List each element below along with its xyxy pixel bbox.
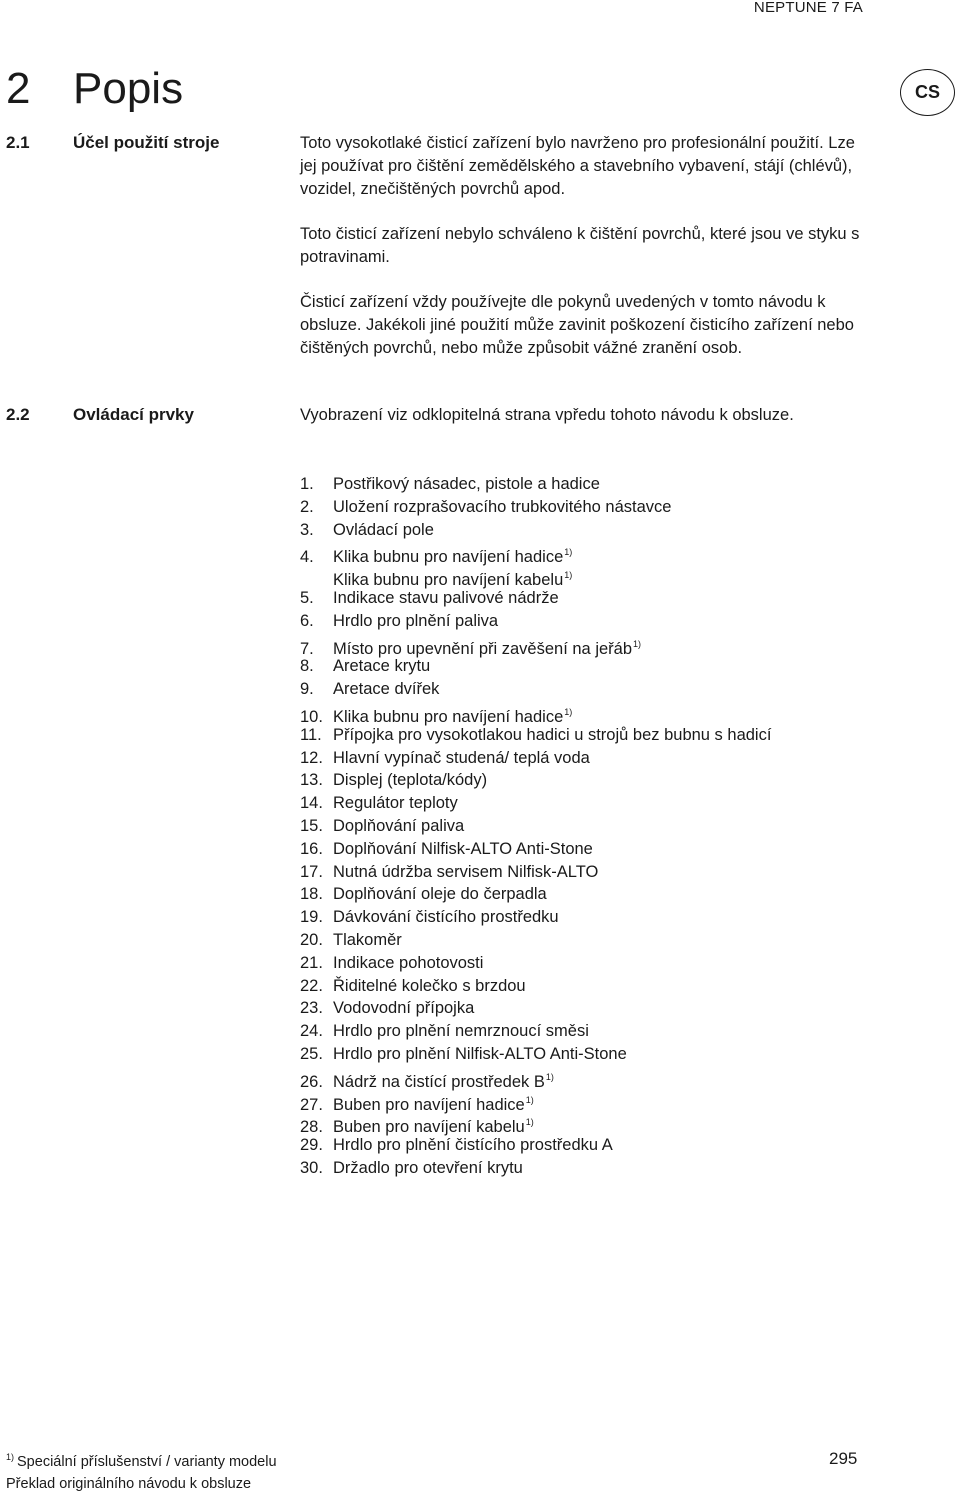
list-item-label: Buben pro navíjení hadice <box>333 1095 525 1114</box>
list-item-number: 5. <box>300 588 314 607</box>
footnote-text: Speciální příslušenství / varianty modelu <box>17 1454 277 1470</box>
list-item-number: 3. <box>300 520 314 539</box>
list-item-label: Nutná údržba servisem Nilfisk-ALTO <box>333 862 599 881</box>
list-item <box>300 929 771 952</box>
list-item <box>300 815 771 838</box>
list-item <box>300 975 771 998</box>
list-item-number: 16. <box>300 839 323 858</box>
list-item-label: Indikace pohotovosti <box>333 953 484 972</box>
list-item <box>300 1111 771 1137</box>
list-item <box>300 838 771 861</box>
chapter-title: Popis <box>73 64 184 113</box>
list-item <box>300 473 771 496</box>
list-item <box>300 1157 771 1180</box>
list-item <box>300 701 771 724</box>
list-item-number: 23. <box>300 999 323 1018</box>
list-item-label: Displej (teplota/kódy) <box>333 771 488 790</box>
list-item-label: Nádrž na čistící prostředek B <box>333 1072 545 1091</box>
list-item <box>300 997 771 1020</box>
list-item-number: 13. <box>300 771 323 790</box>
list-item-number: 27. <box>300 1095 323 1114</box>
list-item-number: 25. <box>300 1044 323 1063</box>
list-item-label: Klika bubnu pro navíjení hadice <box>333 707 564 726</box>
paragraph: Čisticí zařízení vždy používejte dle pokynů uvedených v tomto návodu k obsluze. Jakékoli jiné použití může zavinit poškození čisticího zařízení nebo čištěných povrchů, nebo může způsobit vážné zranění osob. <box>300 293 854 357</box>
list-item <box>300 633 771 656</box>
list-item <box>300 564 771 590</box>
list-item <box>300 724 771 747</box>
list-item-number: 29. <box>300 1136 323 1155</box>
section-title: Ovládací prvky <box>73 405 194 424</box>
list-item <box>300 792 771 815</box>
section-title: Účel použití stroje <box>73 133 220 152</box>
list-item-number: 2. <box>300 497 314 516</box>
section-number: 2.2 <box>6 405 30 424</box>
list-item-label: Ovládací pole <box>333 520 434 539</box>
list-item-number: 11. <box>300 725 322 744</box>
list-item <box>300 1043 771 1066</box>
paragraph: Toto čisticí zařízení nebylo schváleno k čištění povrchů, které jsou ve styku s potravinami. <box>300 225 860 266</box>
list-item-label: Hrdlo pro plnění Nilfisk-ALTO Anti-Stone <box>333 1044 627 1063</box>
list-item-number: 28. <box>300 1118 323 1137</box>
footnote-reference: 1) <box>564 706 573 717</box>
language-badge <box>900 69 955 116</box>
list-item-label: Doplňování Nilfisk-ALTO Anti-Stone <box>333 839 593 858</box>
list-item-label: Hrdlo pro plnění čistícího prostředku A <box>333 1136 613 1155</box>
list-item-number: 15. <box>300 816 323 835</box>
list-item-label: Doplňování paliva <box>333 816 465 835</box>
list-item-label: Indikace stavu palivové nádrže <box>333 588 559 607</box>
chapter-number: 2 <box>6 64 31 113</box>
list-item-number: 21. <box>300 953 323 972</box>
list-item-number: 20. <box>300 930 323 949</box>
list-item-label: Aretace krytu <box>333 657 431 676</box>
list-item-label: Postřikový násadec, pistole a hadice <box>333 475 600 493</box>
list-item <box>300 655 771 678</box>
list-item-label: Tlakoměr <box>333 930 402 949</box>
footnote-reference: 1) <box>525 1117 534 1128</box>
list-item <box>300 587 771 610</box>
list-item-number: 30. <box>300 1158 323 1177</box>
footnote-reference: 1) <box>633 638 642 649</box>
paragraph: Toto vysokotlaké čisticí zařízení bylo navrženo pro profesionální použití. Lze jej používat pro čištění zemědělského a stavebního vybavení, stájí (chlévů), vozidel, znečištěných povrchů apod. <box>300 134 855 198</box>
list-item-number: 10. <box>300 707 323 726</box>
list-item-number: 22. <box>300 976 323 995</box>
list-item-label: Regulátor teploty <box>333 794 458 813</box>
controls-list <box>300 473 771 1180</box>
list-item-number: 8. <box>300 657 314 676</box>
list-item <box>300 610 771 633</box>
list-item-number: 17. <box>300 862 323 881</box>
page-number: 295 <box>829 1449 858 1468</box>
list-item <box>300 747 771 770</box>
list-item-number: 1. <box>300 475 314 493</box>
list-item-number: 26. <box>300 1072 323 1091</box>
list-item <box>300 541 771 567</box>
footnote-reference: 1) <box>545 1071 554 1082</box>
list-item <box>300 861 771 884</box>
list-item-label: Buben pro navíjení kabelu <box>333 1118 525 1137</box>
list-item-number: 4. <box>300 548 314 567</box>
list-item-number: 14. <box>300 794 323 813</box>
list-item-label: Hlavní vypínač studená/ teplá voda <box>333 748 590 767</box>
language-badge-label: CS <box>914 82 940 102</box>
list-item-number: 19. <box>300 908 323 927</box>
footnote-reference: 1) <box>564 570 573 581</box>
list-item <box>300 952 771 975</box>
footnote-reference: 1) <box>564 547 573 558</box>
list-item-label: Přípojka pro vysokotlakou hadici u strojů bez bubnu s hadicí <box>333 725 772 744</box>
translation-note: Překlad originálního návodu k obsluze <box>6 1476 252 1492</box>
list-item-number: 7. <box>300 639 314 658</box>
list-item-label: Hrdlo pro plnění paliva <box>333 611 499 630</box>
list-item <box>300 1066 771 1089</box>
section-intro: Vyobrazení viz odklopitelná strana vpředu tohoto návodu k obsluze. <box>300 406 794 424</box>
list-item-number: 6. <box>300 611 314 630</box>
list-item-label: Hrdlo pro plnění nemrznoucí směsi <box>333 1022 589 1041</box>
list-item <box>300 769 771 792</box>
list-item-label: Dávkování čistícího prostředku <box>333 908 559 927</box>
list-item-label: Řiditelné kolečko s brzdou <box>333 976 526 995</box>
list-item <box>300 906 771 929</box>
list-item-label: Držadlo pro otevření krytu <box>333 1158 523 1177</box>
list-item <box>300 1020 771 1043</box>
list-item <box>300 1089 771 1112</box>
footnote-marker: 1) <box>6 1452 15 1462</box>
list-item-label: Doplňování oleje do čerpadla <box>333 885 547 904</box>
footnote-reference: 1) <box>525 1094 534 1105</box>
list-item-number: 9. <box>300 680 314 699</box>
list-item <box>300 519 771 542</box>
list-item <box>300 496 771 519</box>
list-item-number: 18. <box>300 885 323 904</box>
list-item-label: Klika bubnu pro navíjení kabelu <box>333 571 564 590</box>
list-item-label: Uložení rozprašovacího trubkovitého nástavce <box>333 497 672 516</box>
section-number: 2.1 <box>6 133 30 152</box>
footnote <box>6 1452 277 1470</box>
header-model-name: NEPTUNE 7 FA <box>753 0 863 16</box>
list-item <box>300 678 771 701</box>
list-item <box>300 883 771 906</box>
list-item-number: 12. <box>300 748 323 767</box>
list-item-number: 24. <box>300 1022 323 1041</box>
list-item-label: Místo pro upevnění při zavěšení na jeřáb <box>333 639 633 658</box>
list-item-label: Aretace dvířek <box>333 680 440 699</box>
list-item-label: Klika bubnu pro navíjení hadice <box>333 548 564 567</box>
list-item-label: Vodovodní přípojka <box>333 999 475 1018</box>
list-item <box>300 1134 771 1157</box>
